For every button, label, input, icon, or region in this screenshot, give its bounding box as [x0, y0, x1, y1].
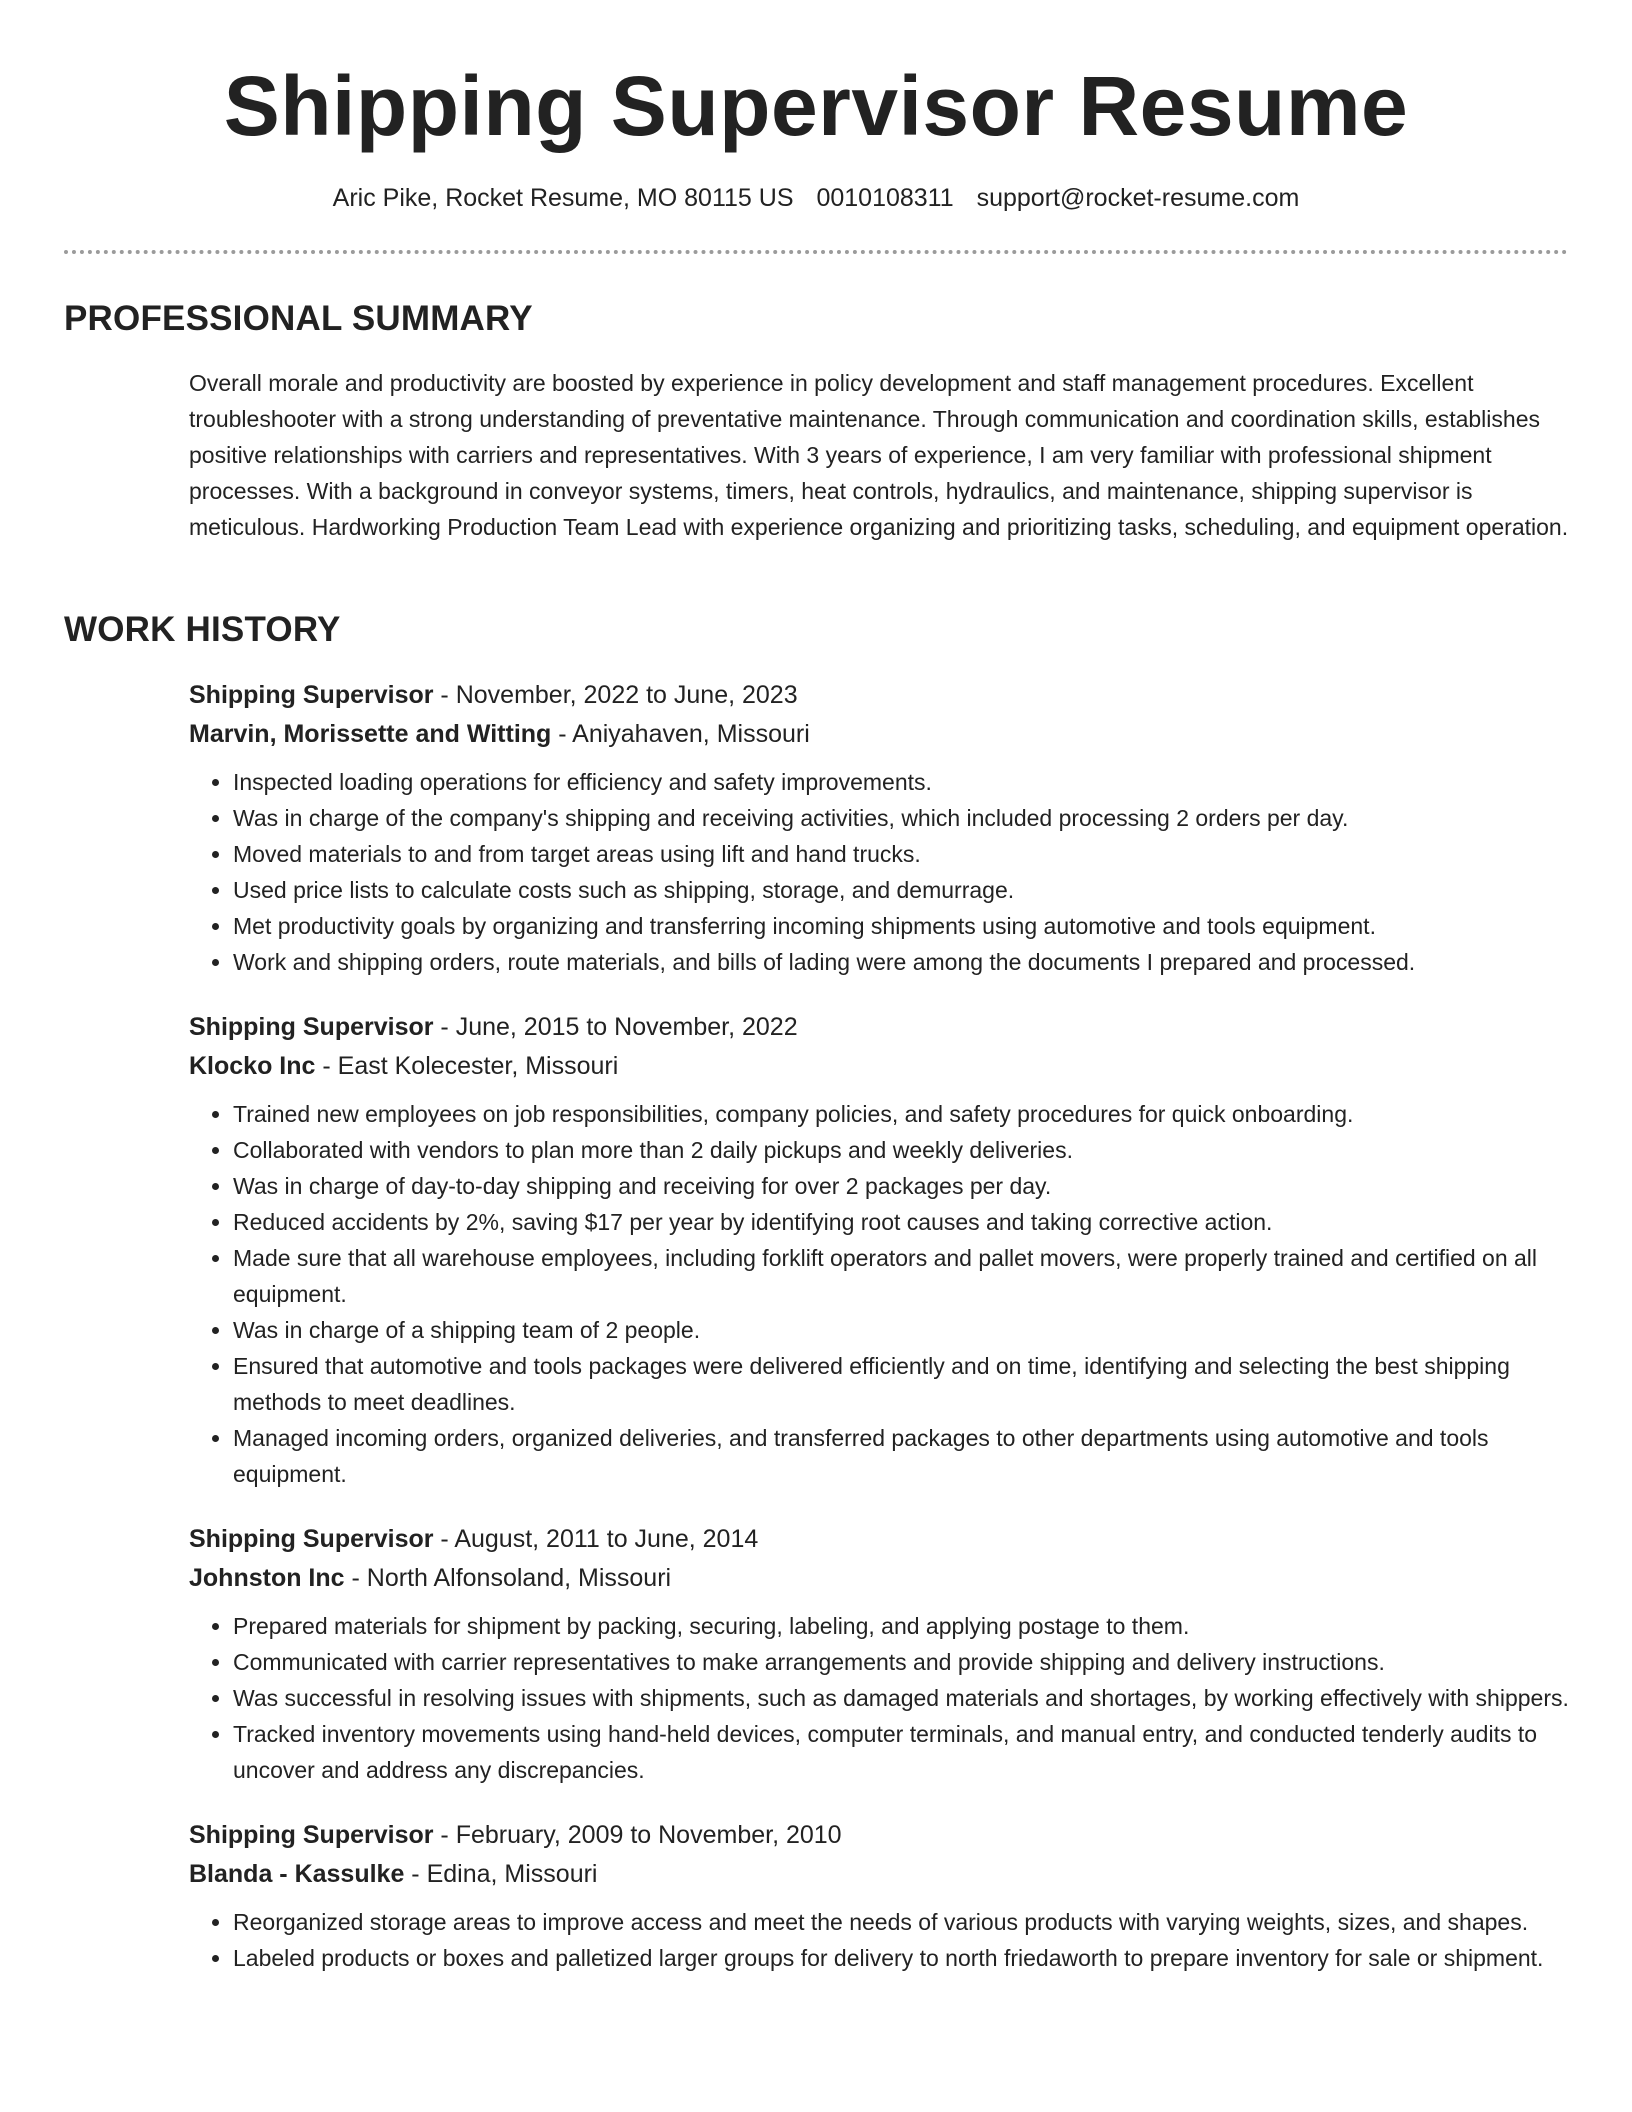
- job-title-line: [189, 1520, 1569, 1559]
- summary-heading: PROFESSIONAL SUMMARY: [64, 299, 533, 338]
- work-history-heading: WORK HISTORY: [64, 610, 341, 649]
- job-bullet-list: [189, 1608, 1569, 1788]
- job-bullet: • Managed incoming orders, organized deliveries, and transferred packages to other departments using automotive and tools equipment.: [233, 1420, 1569, 1492]
- job-bullet: • Ensured that automotive and tools packages were delivered efficiently and on time, identifying and selecting the best shipping methods to meet deadlines.: [233, 1348, 1569, 1420]
- job-dates: - November, 2022 to June, 2023: [433, 681, 798, 709]
- job-entry: [189, 1520, 1569, 1788]
- job-location: - East Kolecester, Missouri: [315, 1052, 619, 1080]
- job-company: Blanda - Kassulke: [189, 1860, 405, 1888]
- job-bullet: • Inspected loading operations for efficiency and safety improvements.: [233, 764, 1569, 800]
- job-dates: - February, 2009 to November, 2010: [433, 1821, 842, 1849]
- job-company-line: [189, 1047, 1569, 1086]
- job-bullet: • Trained new employees on job responsibilities, company policies, and safety procedures for quick onboarding.: [233, 1096, 1569, 1132]
- header-divider: [64, 250, 1568, 254]
- job-title: Shipping Supervisor: [189, 1525, 434, 1553]
- summary-text: Overall morale and productivity are boosted by experience in policy development and staff management procedures. Excellent troubleshooter with a strong understanding of preventative maintenance. Through communication and coordination skills, establishes positive relationships with carriers and representatives. With 3 years of experience, I am very familiar with professional shipment processes. With a background in conveyor systems, timers, heat controls, hydraulics, and maintenance, shipping supervisor is meticulous. Hardworking Production Team Lead with experience organizing and prioritizing tasks, scheduling, and equipment operation.: [189, 370, 1569, 540]
- job-company: Marvin, Morissette and Witting: [189, 720, 552, 748]
- job-bullet: • Labeled products or boxes and palletized larger groups for delivery to north friedaworth to prepare inventory for sale or shipment.: [233, 1940, 1569, 1976]
- work-history-list: [189, 676, 1569, 2004]
- job-entry: [189, 1008, 1569, 1492]
- contact-phone: 0010108311: [816, 184, 954, 212]
- job-bullet: • Made sure that all warehouse employees, including forklift operators and pallet movers, were properly trained and certified on all equipment.: [233, 1240, 1569, 1312]
- job-company-line: [189, 1855, 1569, 1894]
- job-bullet: • Was in charge of the company's shipping and receiving activities, which included processing 2 orders per day.: [233, 800, 1569, 836]
- job-bullet: • Moved materials to and from target areas using lift and hand trucks.: [233, 836, 1569, 872]
- job-title-line: [189, 1008, 1569, 1047]
- job-title: Shipping Supervisor: [189, 681, 434, 709]
- job-title-line: [189, 1816, 1569, 1855]
- job-bullet: • Reduced accidents by 2%, saving $17 per year by identifying root causes and taking corrective action.: [233, 1204, 1569, 1240]
- contact-address: Aric Pike, Rocket Resume, MO 80115 US: [332, 184, 794, 212]
- job-title: Shipping Supervisor: [189, 1013, 434, 1041]
- job-entry: [189, 1816, 1569, 1976]
- job-bullet: • Collaborated with vendors to plan more than 2 daily pickups and weekly deliveries.: [233, 1132, 1569, 1168]
- job-bullet-list: [189, 1904, 1569, 1976]
- job-company: Klocko Inc: [189, 1052, 316, 1080]
- job-bullet: • Used price lists to calculate costs such as shipping, storage, and demurrage.: [233, 872, 1569, 908]
- job-bullet-list: [189, 764, 1569, 980]
- page-title: Shipping Supervisor Resume: [223, 59, 1409, 153]
- job-bullet: • Work and shipping orders, route materials, and bills of lading were among the documents I prepared and processed.: [233, 944, 1569, 980]
- job-location: - North Alfonsoland, Missouri: [344, 1564, 672, 1592]
- job-bullet: • Was in charge of a shipping team of 2 people.: [233, 1312, 1569, 1348]
- job-bullet-list: [189, 1096, 1569, 1492]
- job-bullet: • Communicated with carrier representatives to make arrangements and provide shipping and delivery instructions.: [233, 1644, 1569, 1680]
- job-entry: [189, 676, 1569, 980]
- job-title-line: [189, 676, 1569, 715]
- job-company-line: [189, 715, 1569, 754]
- job-bullet: • Tracked inventory movements using hand-held devices, computer terminals, and manual entry, and conducted tenderly audits to uncover and address any discrepancies.: [233, 1716, 1569, 1788]
- job-bullet: • Met productivity goals by organizing and transferring incoming shipments using automotive and tools equipment.: [233, 908, 1569, 944]
- job-location: - Aniyahaven, Missouri: [551, 720, 810, 748]
- job-bullet: • Was successful in resolving issues with shipments, such as damaged materials and shortages, by working effectively with shippers.: [233, 1680, 1569, 1716]
- job-dates: - June, 2015 to November, 2022: [433, 1013, 798, 1041]
- job-bullet: • Prepared materials for shipment by packing, securing, labeling, and applying postage to them.: [233, 1608, 1569, 1644]
- contact-email: support@rocket-resume.com: [976, 184, 1300, 212]
- job-dates: - August, 2011 to June, 2014: [433, 1525, 759, 1553]
- job-bullet: • Reorganized storage areas to improve access and meet the needs of various products with varying weights, sizes, and shapes.: [233, 1904, 1569, 1940]
- job-company-line: [189, 1559, 1569, 1598]
- contact-line: [0, 181, 1632, 215]
- job-title: Shipping Supervisor: [189, 1821, 434, 1849]
- job-bullet: • Was in charge of day-to-day shipping and receiving for over 2 packages per day.: [233, 1168, 1569, 1204]
- job-company: Johnston Inc: [189, 1564, 345, 1592]
- job-location: - Edina, Missouri: [404, 1860, 598, 1888]
